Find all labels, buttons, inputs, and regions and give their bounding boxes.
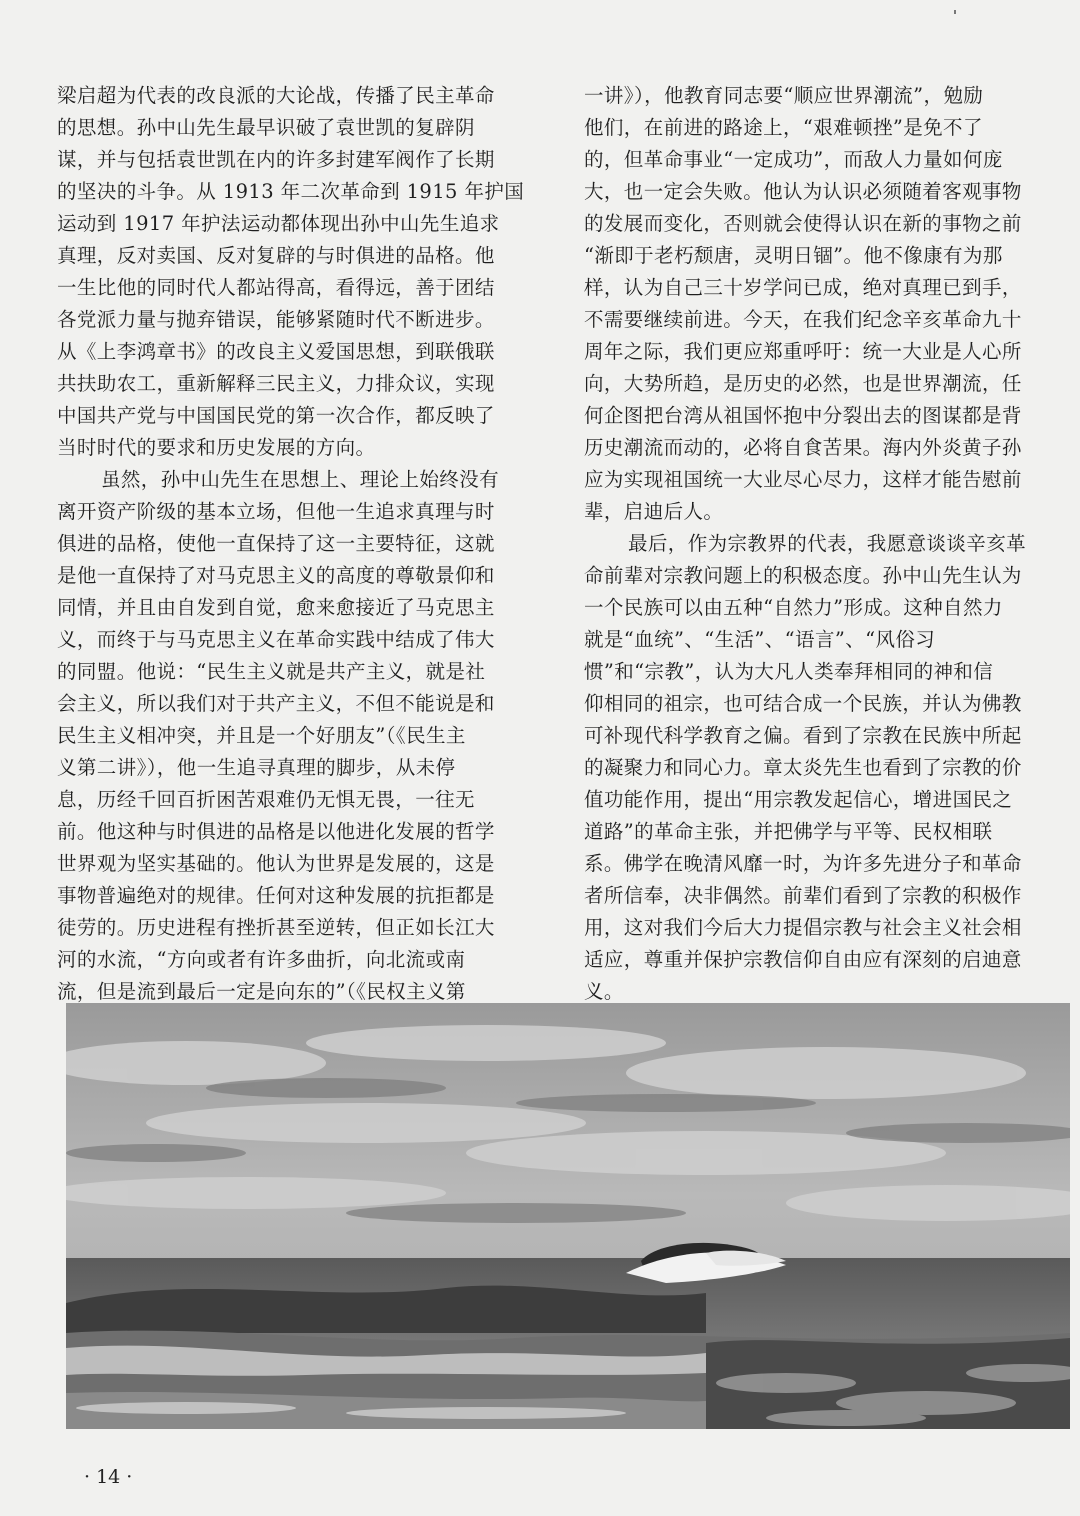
text-line: 系。佛学在晚清风靡一时，为许多先进分子和革命 <box>584 852 1022 875</box>
text-line: 俱进的品格，使他一直保持了这一主要特征，这就 <box>57 532 495 555</box>
text-line: 仰相同的祖宗，也可结合成一个民族，并认为佛教 <box>584 692 1022 715</box>
paragraph-start-line: 最后，作为宗教界的代表，我愿意谈谈辛亥革 <box>628 532 1027 555</box>
text-line: 历史潮流而动的，必将自食苦果。海内外炎黄子孙 <box>584 436 1022 459</box>
text-line: 辈，启迪后人。 <box>584 500 724 523</box>
text-line: 道路”的革命主张，并把佛学与平等、民权相联 <box>584 820 993 843</box>
text-line: 各党派力量与抛弃错误，能够紧随时代不断进步。 <box>57 308 495 331</box>
text-line: 的思想。孙中山先生最早识破了袁世凯的复辟阴 <box>57 116 475 139</box>
text-line: 的坚决的斗争。从 1913 年二次革命到 1915 年护国 <box>57 180 525 203</box>
text-line: 不需要继续前进。今天，在我们纪念辛亥革命九十 <box>584 308 1022 331</box>
text-line: 运动到 1917 年护法运动都体现出孙中山先生追求 <box>57 212 500 235</box>
text-line: 是他一直保持了对马克思主义的高度的尊敬景仰和 <box>57 564 495 587</box>
text-line: 一个民族可以由五种“自然力”形成。这种自然力 <box>584 596 1003 619</box>
text-line: 义，而终于与马克思主义在革命实践中结成了伟大 <box>57 628 495 651</box>
text-line: 事物普遍绝对的规律。任何对这种发展的抗拒都是 <box>57 884 495 907</box>
text-line: 河的水流，“方向或者有许多曲折，向北流或南 <box>57 948 466 971</box>
text-line: 共扶助农工，重新解释三民主义，力排众议，实现 <box>57 372 495 395</box>
text-line: 离开资产阶级的基本立场，但他一生追求真理与时 <box>57 500 495 523</box>
text-line: 者所信奉，决非偶然。前辈们看到了宗教的积极作 <box>584 884 1022 907</box>
text-line: 何企图把台湾从祖国怀抱中分裂出去的图谋都是背 <box>584 404 1022 427</box>
text-line: 值功能作用，提出“用宗教发起信心，增进国民之 <box>584 788 1013 811</box>
text-line: 从《上李鸿章书》的改良主义爱国思想，到联俄联 <box>57 340 495 363</box>
text-line: “渐即于老朽颓唐，灵明日锢”。他不像康有为那 <box>584 244 1003 267</box>
text-line: 的同盟。他说：“民生主义就是共产主义，就是社 <box>57 660 486 683</box>
text-line: 命前辈对宗教问题上的积极态度。孙中山先生认为 <box>584 564 1022 587</box>
text-line: 大，也一定会失败。他认为认识必须随着客观事物 <box>584 180 1022 203</box>
text-line: 的凝聚力和同心力。章太炎先生也看到了宗教的价 <box>584 756 1022 779</box>
text-line: 徒劳的。历史进程有挫折甚至逆转，但正如长江大 <box>57 916 495 939</box>
text-line: 的，但革命事业“一定成功”，而敌人力量如何庞 <box>584 148 1003 171</box>
text-line: 义。 <box>584 980 624 1003</box>
text-line: 适应，尊重并保护宗教信仰自由应有深刻的启迪意 <box>584 948 1022 971</box>
text-line: 向，大势所趋，是历史的必然，也是世界潮流，任 <box>584 372 1022 395</box>
text-line: 的发展而变化，否则就会使得认识在新的事物之前 <box>584 212 1022 235</box>
seascape-photo <box>66 1003 1070 1429</box>
paragraph-start-line: 虽然，孙中山先生在思想上、理论上始终没有 <box>101 468 500 491</box>
scan-speck <box>954 10 956 14</box>
text-line: 一生比他的同时代人都站得高，看得远，善于团结 <box>57 276 495 299</box>
text-line: 用，这对我们今后大力提倡宗教与社会主义社会相 <box>584 916 1022 939</box>
text-line: 惯”和“宗教”，认为大凡人类奉拜相同的神和信 <box>584 660 994 683</box>
text-line: 流，但是流到最后一定是向东的”（《民权主义第 <box>57 980 466 1003</box>
text-line: 同情，并且由自发到自觉，愈来愈接近了马克思主 <box>57 596 495 619</box>
text-line: 中国共产党与中国国民党的第一次合作，都反映了 <box>57 404 495 427</box>
text-line: 一讲》），他教育同志要“顺应世界潮流”，勉励 <box>584 84 984 107</box>
text-line: 真理，反对卖国、反对复辟的与时俱进的品格。他 <box>57 244 495 267</box>
text-line: 周年之际，我们更应郑重呼吁：统一大业是人心所 <box>584 340 1022 363</box>
text-line: 当时时代的要求和历史发展的方向。 <box>57 436 376 459</box>
text-line: 会主义，所以我们对于共产主义，不但不能说是和 <box>57 692 495 715</box>
text-line: 梁启超为代表的改良派的大论战，传播了民主革命 <box>57 84 495 107</box>
text-line: 民生主义相冲突，并且是一个好朋友”（《民生主 <box>57 724 466 747</box>
page-number: · 14 · <box>84 1466 133 1488</box>
text-line: 谋，并与包括袁世凯在内的许多封建军阀作了长期 <box>57 148 495 171</box>
text-line: 应为实现祖国统一大业尽心尽力，这样才能告慰前 <box>584 468 1022 491</box>
left-text-column <box>57 80 541 1008</box>
text-line: 息，历经千回百折困苦艰难仍无惧无畏，一往无 <box>57 788 475 811</box>
text-line: 可补现代科学教育之偏。看到了宗教在民族中所起 <box>584 724 1022 747</box>
text-line: 就是“血统”、“生活”、“语言”、“风俗习 <box>584 628 936 651</box>
text-line: 义第二讲》），他一生追寻真理的脚步，从未停 <box>57 756 456 779</box>
right-text-column <box>584 80 1068 1008</box>
text-line: 样，认为自己三十岁学问已成，绝对真理已到手， <box>584 276 1022 299</box>
text-line: 他们，在前进的路途上，“艰难顿挫”是免不了 <box>584 116 983 139</box>
text-line: 世界观为坚实基础的。他认为世界是发展的，这是 <box>57 852 495 875</box>
text-line: 前。他这种与时俱进的品格是以他进化发展的哲学 <box>57 820 495 843</box>
